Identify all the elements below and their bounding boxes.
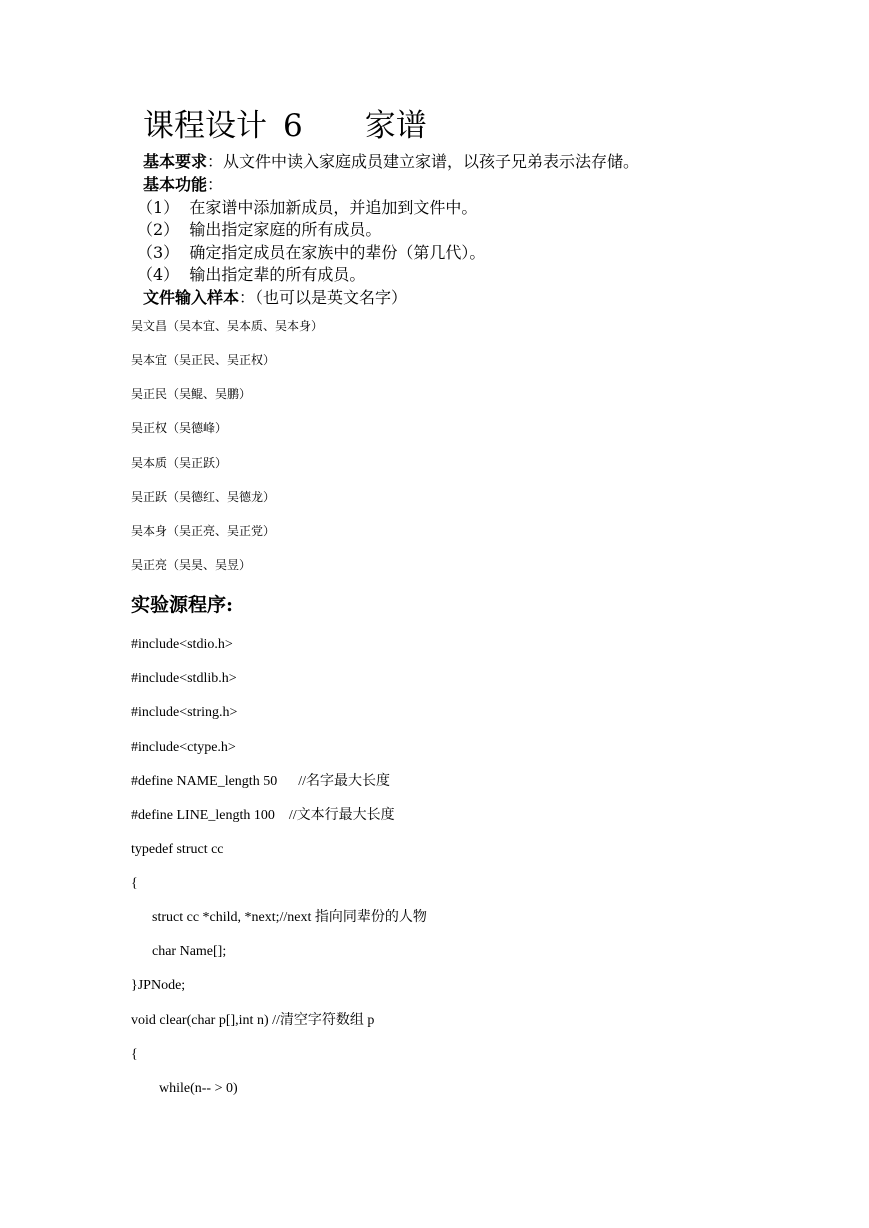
page-title (143, 104, 427, 148)
function-item-4: （4） 输出指定辈的所有成员。 (137, 265, 366, 284)
sample-line: 吴文昌（吴本宜、吴本质、吴本身） (131, 319, 324, 333)
code-line: struct cc *child, *next;//next 指向同辈份的人物 (131, 910, 427, 925)
basic-function-heading (143, 174, 223, 196)
source-heading: 实验源程序: (131, 594, 234, 616)
function-item-3: （3） 确定指定成员在家族中的辈份（第几代）。 (137, 243, 486, 262)
sample-line: 吴正权（吴德峰） (131, 421, 228, 435)
function-item-1: （1） 在家谱中添加新成员，并追加到文件中。 (137, 198, 478, 217)
code-line: void clear(char p[],int n) //清空字符数组 p (131, 1013, 375, 1028)
sample-heading-label: 文件输入样本 (143, 288, 240, 307)
title-main: 课程设计 (143, 108, 267, 144)
code-line: #include<ctype.h> (131, 740, 236, 755)
basic-function-label: 基本功能 (143, 175, 208, 194)
sample-line: 吴正跃（吴德红、吴德龙） (131, 490, 276, 504)
code-line: #include<string.h> (131, 705, 238, 720)
code-line: while(n-- > 0) (131, 1081, 238, 1096)
basic-requirement-label: 基本要求 (143, 152, 208, 171)
code-line: #define NAME_length 50 //名字最大长度 (131, 774, 390, 789)
code-line: typedef struct cc (131, 842, 224, 857)
basic-requirement-text: ：从文件中读入家庭成员建立家谱，以孩子兄弟表示法存储。 (207, 152, 640, 171)
sample-line: 吴本质（吴正跃） (131, 456, 228, 470)
sample-line: 吴本身（吴正亮、吴正党） (131, 524, 276, 538)
code-line: #include<stdlib.h> (131, 671, 237, 686)
code-line: { (131, 876, 138, 891)
basic-function-colon: ： (207, 175, 224, 194)
sample-line: 吴正民（吴鲲、吴鹏） (131, 387, 252, 401)
title-number: 6 (283, 108, 303, 144)
code-line: #define LINE_length 100 //文本行最大长度 (131, 808, 395, 823)
basic-requirement (143, 151, 639, 173)
code-line: { (131, 1047, 138, 1062)
code-line: char Name[]; (131, 944, 227, 959)
title-topic: 家谱 (364, 108, 427, 144)
sample-heading-note: ：（也可以是英文名字） (239, 288, 408, 307)
function-item-2: （2） 输出指定家庭的所有成员。 (137, 220, 382, 239)
sample-line: 吴正亮（吴昊、吴昱） (131, 558, 252, 572)
code-line: #include<stdio.h> (131, 637, 233, 652)
sample-heading (143, 287, 407, 309)
code-line: }JPNode; (131, 978, 186, 993)
sample-line: 吴本宜（吴正民、吴正权） (131, 353, 276, 367)
